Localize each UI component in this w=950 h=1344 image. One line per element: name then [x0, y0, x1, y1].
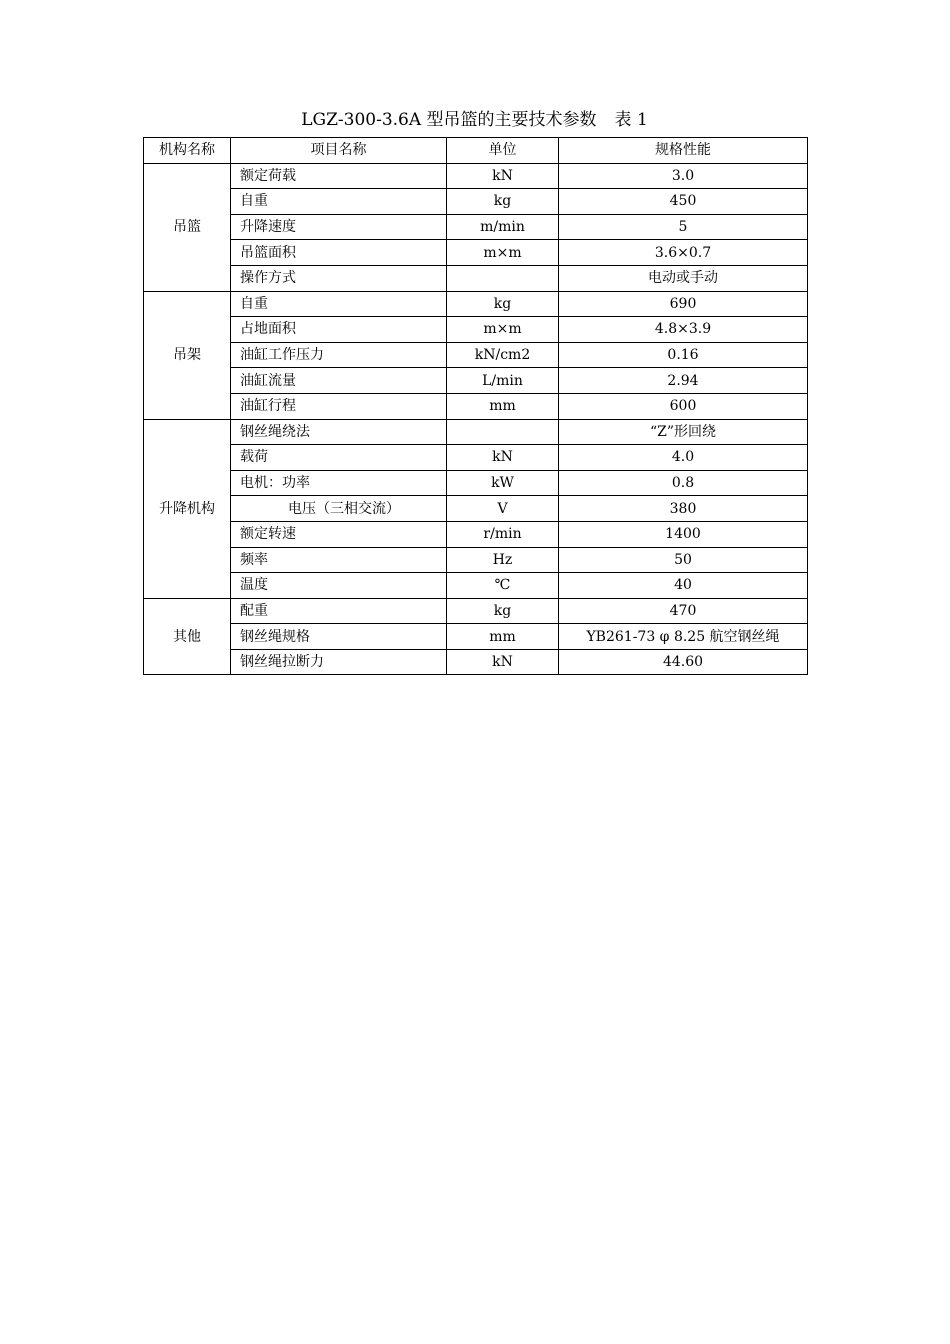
- table-title: [143, 105, 806, 130]
- table-row: [144, 291, 808, 317]
- table-row: [144, 317, 808, 343]
- spec-value: 450: [559, 189, 808, 215]
- group-name: 吊架: [144, 291, 231, 419]
- unit-cell: m/min: [447, 214, 559, 240]
- header-item: 项目名称: [231, 138, 447, 164]
- table-row: [144, 521, 808, 547]
- item-name: 自重: [231, 189, 447, 215]
- spec-value: 5: [559, 214, 808, 240]
- item-name: 油缸工作压力: [231, 342, 447, 368]
- unit-cell: mm: [447, 393, 559, 419]
- item-name: 钢丝绳绕法: [231, 419, 447, 445]
- unit-cell: kN: [447, 163, 559, 189]
- table-row: [144, 240, 808, 266]
- unit-cell: kN: [447, 445, 559, 471]
- unit-cell: L/min: [447, 368, 559, 394]
- spec-table-body: [144, 138, 808, 675]
- table-row: [144, 496, 808, 522]
- table-row: [144, 214, 808, 240]
- spec-value: 2.94: [559, 368, 808, 394]
- item-name: 额定转速: [231, 521, 447, 547]
- table-row: [144, 598, 808, 624]
- table-row: [144, 368, 808, 394]
- table-row: [144, 393, 808, 419]
- spec-value: 0.16: [559, 342, 808, 368]
- item-name: 自重: [231, 291, 447, 317]
- spec-value: 50: [559, 547, 808, 573]
- item-name: 额定荷载: [231, 163, 447, 189]
- unit-cell: [447, 419, 559, 445]
- table-row: [144, 342, 808, 368]
- table-row: [144, 189, 808, 215]
- table-row: [144, 470, 808, 496]
- unit-cell: m×m: [447, 317, 559, 343]
- item-name: 电机：功率: [231, 470, 447, 496]
- spec-value: 4.8×3.9: [559, 317, 808, 343]
- table-row: [144, 265, 808, 291]
- item-name: 操作方式: [231, 265, 447, 291]
- unit-cell: V: [447, 496, 559, 522]
- header-unit: 单位: [447, 138, 559, 164]
- group-name: 其他: [144, 598, 231, 675]
- unit-cell: kg: [447, 598, 559, 624]
- spec-value: 600: [559, 393, 808, 419]
- spec-value: 3.0: [559, 163, 808, 189]
- table-number: 表 1: [614, 110, 648, 130]
- group-name: 吊篮: [144, 163, 231, 291]
- spec-value: 40: [559, 573, 808, 599]
- unit-cell: ℃: [447, 573, 559, 599]
- group-name: 升降机构: [144, 419, 231, 598]
- spec-value: 0.8: [559, 470, 808, 496]
- unit-cell: kg: [447, 189, 559, 215]
- table-row: [144, 419, 808, 445]
- unit-cell: r/min: [447, 521, 559, 547]
- unit-cell: kN: [447, 649, 559, 675]
- unit-cell: Hz: [447, 547, 559, 573]
- header-spec: 规格性能: [559, 138, 808, 164]
- item-name: 钢丝绳规格: [231, 624, 447, 650]
- unit-cell: kN/cm2: [447, 342, 559, 368]
- item-name: 温度: [231, 573, 447, 599]
- unit-cell: m×m: [447, 240, 559, 266]
- spec-value: 690: [559, 291, 808, 317]
- spec-value: YB261-73 φ 8.25 航空钢丝绳: [559, 624, 808, 650]
- table-row: [144, 547, 808, 573]
- table-row: [144, 649, 808, 675]
- item-name: 电压（三相交流）: [231, 496, 447, 522]
- spec-value: “Z”形回绕: [559, 419, 808, 445]
- spec-table: [143, 137, 808, 675]
- item-name: 油缸流量: [231, 368, 447, 394]
- item-name: 升降速度: [231, 214, 447, 240]
- unit-cell: kg: [447, 291, 559, 317]
- table-row: [144, 163, 808, 189]
- table-row: [144, 624, 808, 650]
- table-row: [144, 445, 808, 471]
- title-main: LGZ-300-3.6A 型吊篮的主要技术参数: [301, 110, 597, 130]
- header-row: [144, 138, 808, 164]
- item-name: 钢丝绳拉断力: [231, 649, 447, 675]
- item-name: 油缸行程: [231, 393, 447, 419]
- unit-cell: [447, 265, 559, 291]
- spec-value: 380: [559, 496, 808, 522]
- unit-cell: kW: [447, 470, 559, 496]
- spec-value: 电动或手动: [559, 265, 808, 291]
- item-name: 载荷: [231, 445, 447, 471]
- spec-value: 1400: [559, 521, 808, 547]
- spec-value: 3.6×0.7: [559, 240, 808, 266]
- unit-cell: mm: [447, 624, 559, 650]
- spec-value: 470: [559, 598, 808, 624]
- item-name: 配重: [231, 598, 447, 624]
- item-name: 吊篮面积: [231, 240, 447, 266]
- table-row: [144, 573, 808, 599]
- header-mechanism: 机构名称: [144, 138, 231, 164]
- item-name: 占地面积: [231, 317, 447, 343]
- item-name: 频率: [231, 547, 447, 573]
- spec-value: 44.60: [559, 649, 808, 675]
- spec-value: 4.0: [559, 445, 808, 471]
